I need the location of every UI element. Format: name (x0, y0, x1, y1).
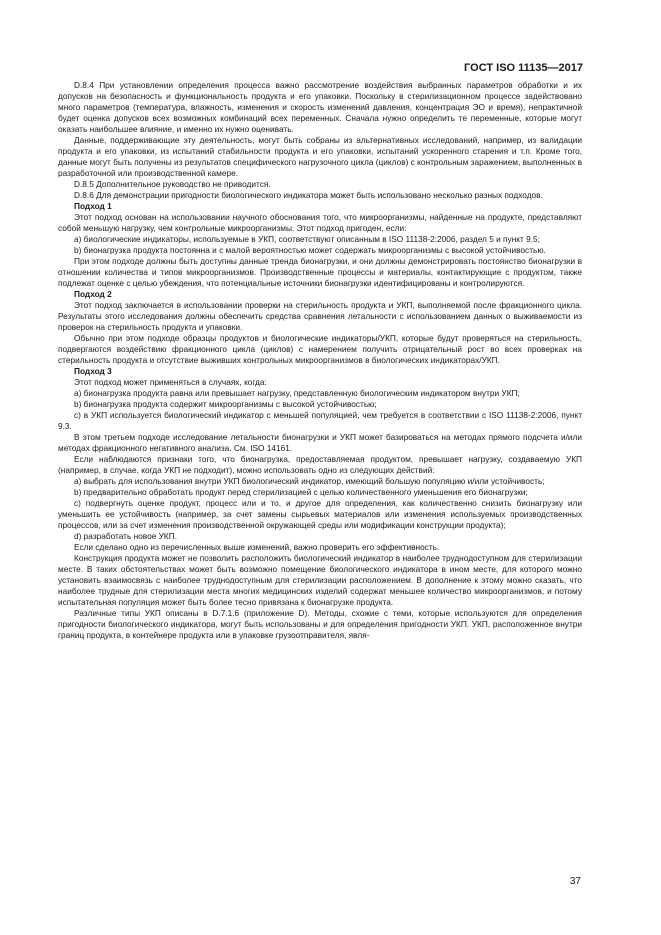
section-heading: Подход 3 (74, 366, 112, 376)
paragraph: b) бионагрузка продукта содержит микроорганизмы с высокой устойчивостью; (74, 399, 377, 409)
paragraph: a) биологические индикаторы, используемые в УКП, соответствуют описанным в ISO 11138-2:2006, раздел 5 и пункт 9.5; (74, 234, 540, 244)
paragraph: a) бионагрузка продукта равна или превышает нагрузку, представленную биологическим индикатором внутри УКП; (74, 388, 520, 398)
page-number: 37 (569, 876, 581, 887)
document-body (58, 80, 582, 641)
paragraph: При этом подходе должны быть доступны данные тренда бионагрузки, и они должны демонстрировать постоянство бионагрузки в отношении количества и типов микроорганизмов. Производственные процессы и материалы, контактирующие с продуктом, также подлежат оценке с целью убеждения, что потенциальные источники бионагрузки идентифицированы и контролируются. (58, 256, 582, 288)
paragraph: Этот подход основан на использовании научного обоснования того, что микроорганизмы, найденные на продукте, представляют собой меньшую нагрузку, чем контрольные микроорганизмы. Этот подход пригоден, если: (58, 212, 582, 233)
section-heading: Подход 1 (74, 201, 112, 211)
paragraph: Этот подход может применяться в случаях, когда: (74, 377, 267, 387)
paragraph: Если сделано одно из перечисленных выше изменений, важно проверить его эффективность. (74, 542, 440, 552)
paragraph: D.8.6 Для демонстрации пригодности биологического индикатора может быть использовано несколько разных подходов. (74, 190, 543, 200)
paragraph: c) в УКП используется биологический индикатор с меньшей популяцией, чем требуется в соответствии с ISO 11138-2:2006, пункт 9.3. (58, 410, 582, 431)
section-heading: Подход 2 (74, 289, 112, 299)
paragraph: В этом третьем подходе исследование летальности бионагрузки и УКП может базироваться на методах прямого подсчета и/или методах фракционного негативного анализа. См. ISO 14161. (58, 432, 582, 453)
paragraph: Различные типы УКП описаны в D.7.1.6 (приложение D). Методы, схожие с теми, которые используются для определения пригодности биологического индикатора, могут быть использованы и для определения пригодности УКП. УКП, расположенное внутри границ продукта, в контейнере продукта или в упаковке грузоотправителя, явля- (58, 608, 582, 640)
paragraph: d) разработать новое УКП. (74, 531, 178, 541)
paragraph: D.8.4 При установлении определения процесса важно рассмотрение воздействия выбранных параметров обработки и их допусков на безопасность и функциональность продукта и его упаковки. Поскольку в стерилизационном процессе задействовано много параметров (температура, влажность, изменения и скорость изменений давления, концентрация ЭО и время), непрактичной будет оценка допусков всех возможных комбинаций всех переменных. Сначала нужно определить те переменные, которые могут оказать наибольшее влияние, и именно их нужно оценивать. (58, 80, 582, 134)
paragraph: b) предварительно обработать продукт перед стерилизацией с целью количественного уменьшения его бионагрузки; (74, 487, 528, 497)
paragraph: Этот подход заключается в использовании проверки на стерильность продукта и УКП, выполняемой после фракционного цикла. Результаты этого исследования должны обеспечить средства сравнения летальности с использованием данных о выживаемости из проверок на стерильность продукта и упаковки. (58, 300, 582, 332)
paragraph: a) выбрать для использования внутри УКП биологический индикатор, имеющий большую популяцию и/или устойчивость; (74, 476, 545, 486)
document-header: ГОСТ ISO 11135—2017 (464, 62, 583, 74)
paragraph: Обычно при этом подходе образцы продуктов и биологические индикаторы/УКП, которые будут проверяться на стерильность, подвергаются воздействию фракционного цикла (циклов) с намерением получить отрицательный рост во всех проверках на стерильность продукта и отсутствие выживших контрольных микроорганизмов в биологических индикаторах/УКП. (58, 333, 582, 365)
paragraph: Конструкция продукта может не позволить расположить биологический индикатор в наиболее труднодоступном для стерилизации месте. В таких обстоятельствах может быть возможно помещение биологического индикатора в ином месте, для которого можно установить взаимосвязь с наиболее труднодоступным для стерилизации расположением. В дополнение к этому можно сказать, что наиболее трудные для стерилизации места многих медицинских изделий содержат меньшее количество микроорганизмов, и потому испытательная популяция может быть более тесно привязана к бионагрузке продукта. (58, 553, 582, 607)
paragraph: D.8.5 Дополнительное руководство не приводится. (74, 179, 271, 189)
paragraph: c) подвергнуть оценке продукт, процесс или и то, и другое для определения, как количественно снизить бионагрузку или уменьшить ее устойчивость (например, за счет замены сырьевых материалов или изменения используемых производственных процессов, или за счет изменения производственной окружающей среды или модификации конструкции продукта); (58, 498, 582, 530)
paragraph: Данные, поддерживающие эту деятельность, могут быть собраны из альтернативных исследований, например, из валидации продукта и его упаковки, из испытаний стабильности продукта и его упаковки, испытаний ускоренного старения и т.п. Кроме того, данные могут быть получены из результатов специфического нагрузочного цикла (циклов) с контрольным заражением, выполненных в разработочной или производственной камере. (58, 135, 582, 178)
paragraph: Если наблюдаются признаки того, что бионагрузка, предоставляемая продуктом, превышает нагрузку, создаваемую УКП (например, в случае, когда УКП не подходит), можно использовать одно из следующих действий: (58, 454, 582, 475)
paragraph: b) бионагрузка продукта постоянна и с малой вероятностью может содержать микроорганизмы с высокой устойчивостью. (74, 245, 546, 255)
